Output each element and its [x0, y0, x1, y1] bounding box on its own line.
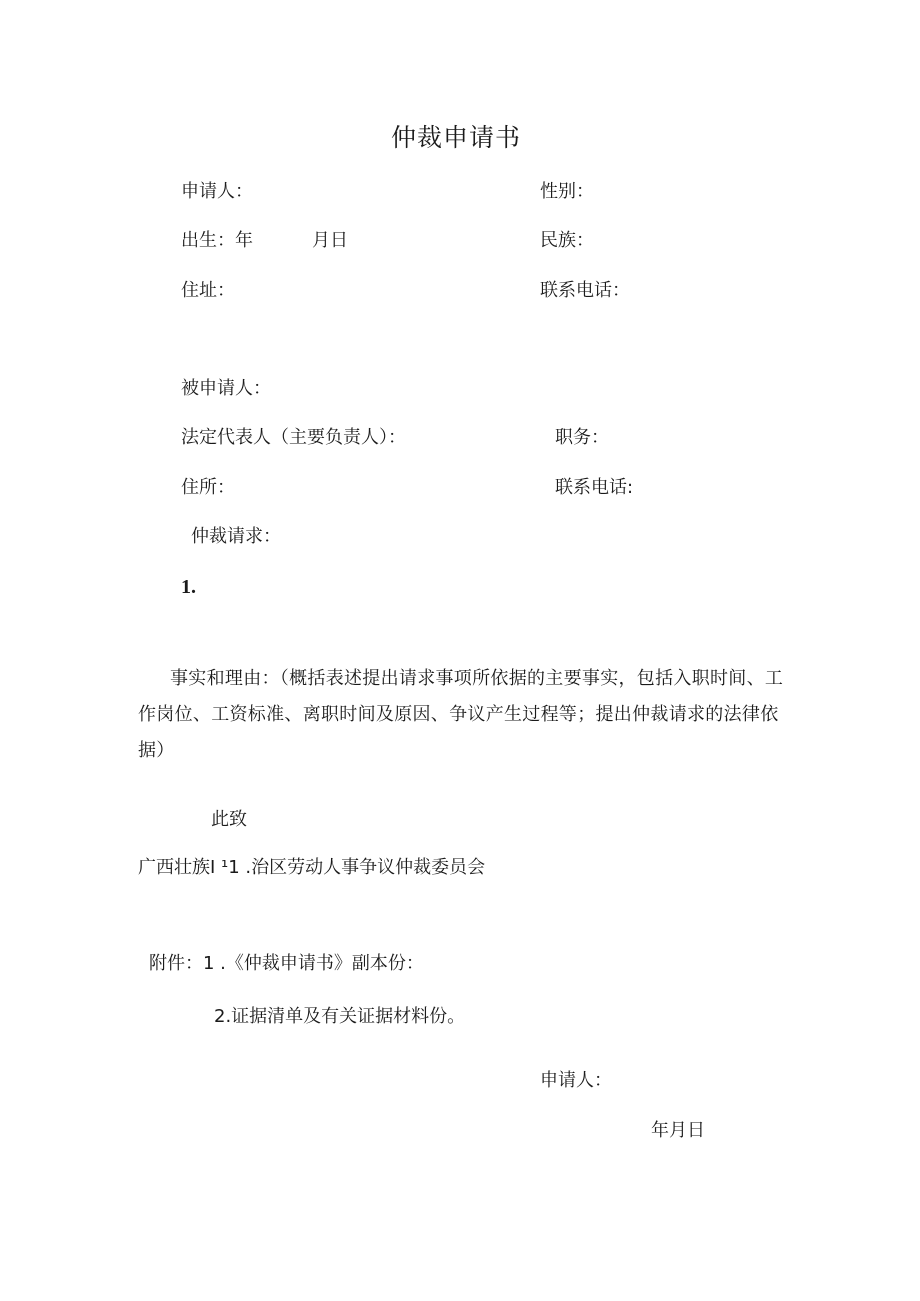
applicant-birth-month-day: 月日 — [312, 230, 348, 251]
respondent-address-label: 住所： — [181, 477, 235, 498]
signature-applicant-label: 申请人： — [540, 1070, 612, 1091]
facts-paragraph: 事实和理由：（概括表述提出请求事项所依据的主要事实，包括入职时间、工作岗位、工资标准、离职时间及原因、争议产生过程等；提出仲裁请求的法律依据） — [138, 668, 784, 761]
attachment-item-1: 附件：1 .《仲裁申请书》副本份： — [149, 953, 424, 974]
respondent-position-label: 职务： — [555, 427, 609, 448]
claim-item-1: 1. — [181, 576, 196, 598]
signature-date-label: 年月日 — [651, 1120, 705, 1141]
respondent-phone-label: 联系电话: — [555, 477, 634, 498]
closing-recipient: 广西壮族I ¹1 .治区劳动人事争议仲裁委员会 — [138, 857, 486, 878]
claims-label: 仲裁请求： — [191, 526, 281, 547]
closing-salutation: 此致 — [211, 809, 247, 830]
applicant-gender-label: 性别： — [540, 181, 594, 202]
applicant-name-label: 申请人： — [181, 181, 253, 202]
attachment-item-2: 2.证据清单及有关证据材料份。 — [214, 1006, 466, 1027]
applicant-ethnicity-label: 民族： — [540, 230, 594, 251]
respondent-name-label: 被申请人： — [181, 378, 271, 399]
applicant-address-label: 住址： — [181, 280, 235, 301]
applicant-birth-label: 出生：年 — [181, 230, 253, 251]
applicant-phone-label: 联系电话： — [540, 280, 630, 301]
document-title: 仲裁申请书 — [391, 123, 522, 152]
respondent-legal-rep-label: 法定代表人（主要负责人）： — [181, 427, 406, 448]
